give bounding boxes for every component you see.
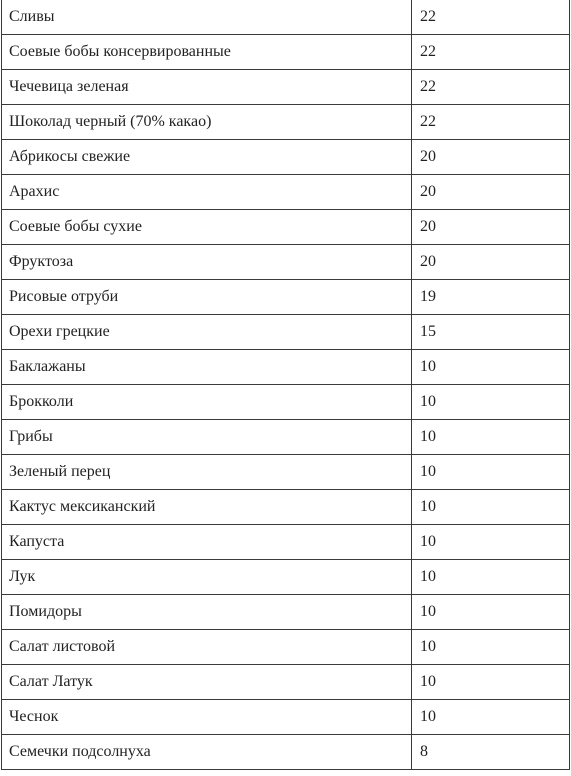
table-row	[2, 0, 570, 35]
value-cell: 22	[412, 35, 570, 70]
food-name-cell: Орехи грецкие	[2, 315, 412, 350]
food-name-cell: Брокколи	[2, 385, 412, 420]
value-cell: 10	[412, 700, 570, 735]
value-cell: 10	[412, 665, 570, 700]
value-cell: 22	[412, 0, 570, 35]
value-cell: 10	[412, 560, 570, 595]
table-row	[2, 175, 570, 210]
table-row	[2, 245, 570, 280]
table-row	[2, 455, 570, 490]
food-name-cell: Салат листовой	[2, 630, 412, 665]
table-row	[2, 385, 570, 420]
food-name-cell: Помидоры	[2, 595, 412, 630]
value-cell: 20	[412, 140, 570, 175]
value-cell: 8	[412, 735, 570, 770]
table-row	[2, 70, 570, 105]
table-row	[2, 700, 570, 735]
table-row	[2, 595, 570, 630]
value-cell: 22	[412, 105, 570, 140]
food-value-table	[1, 0, 570, 770]
food-name-cell: Салат Латук	[2, 665, 412, 700]
food-name-cell: Баклажаны	[2, 350, 412, 385]
food-name-cell: Сливы	[2, 0, 412, 35]
table-body	[2, 0, 570, 770]
table-row	[2, 105, 570, 140]
food-name-cell: Грибы	[2, 420, 412, 455]
food-name-cell: Лук	[2, 560, 412, 595]
value-cell: 19	[412, 280, 570, 315]
food-name-cell: Чечевица зеленая	[2, 70, 412, 105]
food-name-cell: Кактус мексиканский	[2, 490, 412, 525]
value-cell: 20	[412, 245, 570, 280]
food-name-cell: Капуста	[2, 525, 412, 560]
value-cell: 10	[412, 595, 570, 630]
value-cell: 10	[412, 455, 570, 490]
value-cell: 20	[412, 175, 570, 210]
value-cell: 10	[412, 525, 570, 560]
food-name-cell: Рисовые отруби	[2, 280, 412, 315]
table-row	[2, 420, 570, 455]
food-name-cell: Фруктоза	[2, 245, 412, 280]
table-row	[2, 525, 570, 560]
table-row	[2, 315, 570, 350]
table-row	[2, 490, 570, 525]
value-cell: 10	[412, 350, 570, 385]
value-cell: 20	[412, 210, 570, 245]
table-row	[2, 140, 570, 175]
value-cell: 22	[412, 70, 570, 105]
table-row	[2, 210, 570, 245]
food-name-cell: Соевые бобы консервированные	[2, 35, 412, 70]
table-row	[2, 35, 570, 70]
food-name-cell: Арахис	[2, 175, 412, 210]
food-name-cell: Абрикосы свежие	[2, 140, 412, 175]
value-cell: 10	[412, 490, 570, 525]
table-row	[2, 630, 570, 665]
table-row	[2, 665, 570, 700]
table-row	[2, 560, 570, 595]
value-cell: 10	[412, 385, 570, 420]
food-name-cell: Зеленый перец	[2, 455, 412, 490]
table-row	[2, 350, 570, 385]
food-name-cell: Шоколад черный (70% какао)	[2, 105, 412, 140]
table-row	[2, 280, 570, 315]
food-name-cell: Соевые бобы сухие	[2, 210, 412, 245]
table-row	[2, 735, 570, 770]
value-cell: 10	[412, 420, 570, 455]
food-name-cell: Семечки подсолнуха	[2, 735, 412, 770]
food-name-cell: Чеснок	[2, 700, 412, 735]
value-cell: 15	[412, 315, 570, 350]
value-cell: 10	[412, 630, 570, 665]
